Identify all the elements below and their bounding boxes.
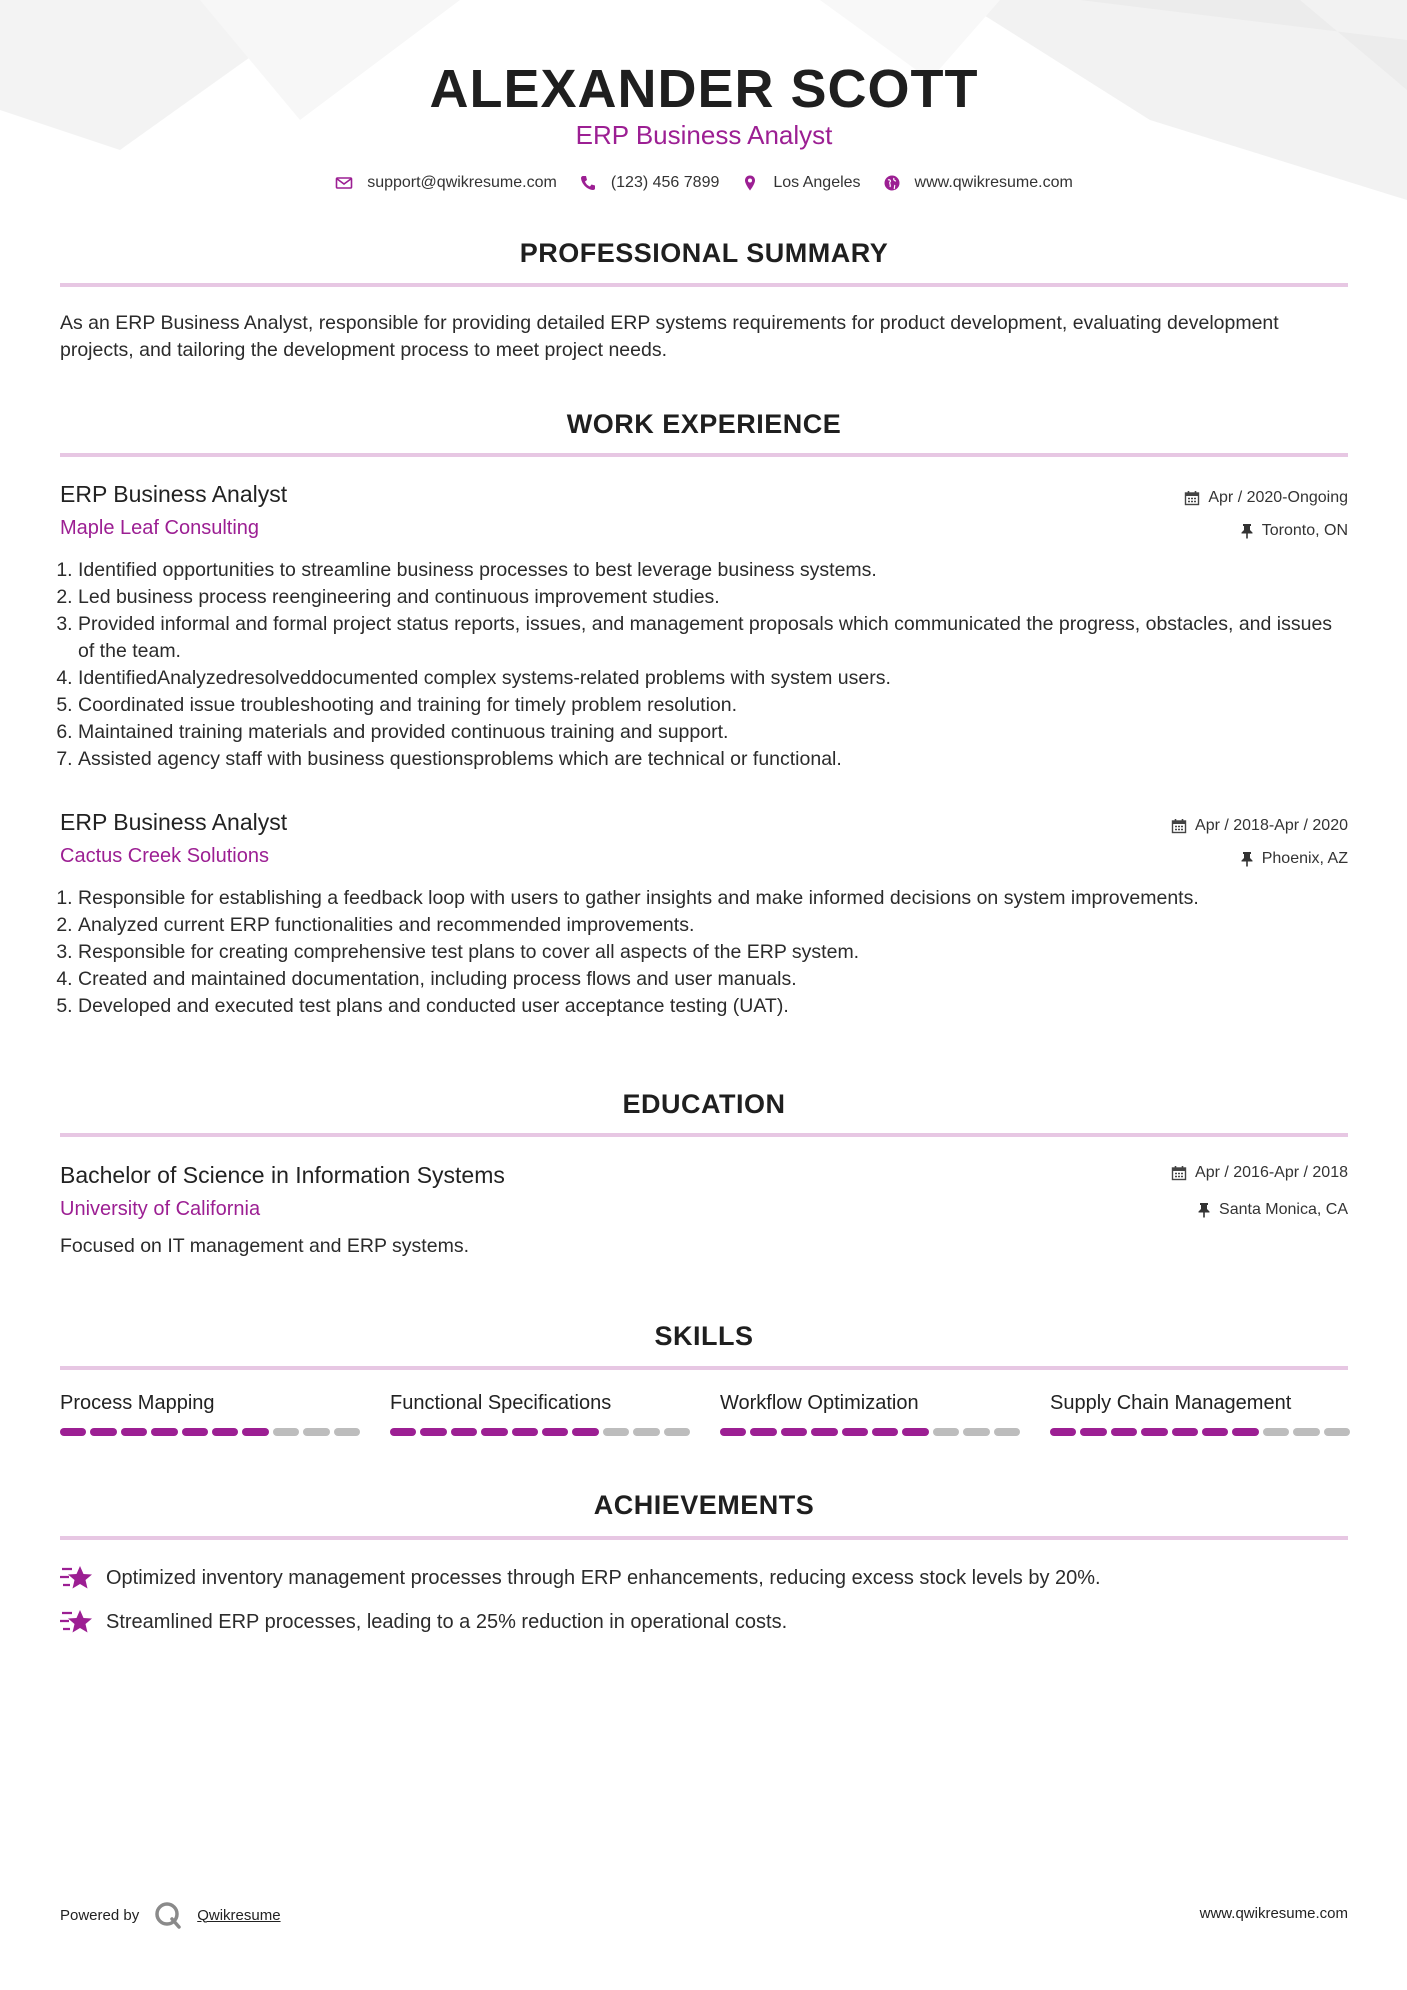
skill-dot-filled [481, 1428, 507, 1436]
skill-dot-empty [1324, 1428, 1350, 1436]
education-entry [60, 1162, 1348, 1258]
pushpin-icon [1240, 851, 1254, 867]
contact-bar [60, 174, 1348, 192]
job-duties-list [60, 557, 1348, 773]
skill-dot-empty [273, 1428, 299, 1436]
map-pin-icon [741, 174, 759, 192]
job-location-text: Toronto, ON [1261, 522, 1348, 539]
skill-dot-filled [60, 1428, 86, 1436]
skill-dot-filled [1080, 1428, 1106, 1436]
education-location [1197, 1201, 1348, 1219]
skill-dot-filled [1141, 1428, 1167, 1436]
job-location [1240, 850, 1348, 868]
education-dates [1171, 1164, 1348, 1182]
candidate-name: ALEXANDER SCOTT [429, 59, 979, 119]
contact-website[interactable] [883, 174, 1073, 192]
skill-dot-empty [994, 1428, 1020, 1436]
summary-divider [60, 283, 1348, 287]
skill-dot-filled [182, 1428, 208, 1436]
achievement-item [60, 1607, 1348, 1637]
skill-item [390, 1392, 690, 1436]
achievement-text: Streamlined ERP processes, leading to a 25% reduction in operational costs. [106, 1610, 788, 1633]
job-dates-text: Apr / 2020-Ongoing [1208, 489, 1348, 506]
candidate-title: ERP Business Analyst [575, 120, 833, 150]
experience-heading: WORK EXPERIENCE [566, 409, 842, 439]
skill-dot-empty [1293, 1428, 1319, 1436]
star-icon [60, 1563, 94, 1593]
skill-dot-filled [1050, 1428, 1076, 1436]
job-location-text: Phoenix, AZ [1261, 850, 1348, 867]
skill-item [60, 1392, 360, 1436]
footer-brand-link[interactable]: Qwikresume [197, 1906, 281, 1924]
summary-heading: PROFESSIONAL SUMMARY [519, 238, 889, 268]
education-divider [60, 1133, 1348, 1137]
skill-dot-filled [720, 1428, 746, 1436]
list-item: 4. IdentifiedAnalyzedresolveddocumented complex systems-related problems with system users. [78, 665, 1348, 692]
contact-phone-text: (123) 456 7899 [610, 174, 720, 191]
calendar-icon [1184, 490, 1200, 506]
star-icon [60, 1607, 94, 1637]
skill-name: Supply Chain Management [1050, 1392, 1292, 1414]
skill-name: Workflow Optimization [720, 1392, 919, 1414]
skill-dot-filled [572, 1428, 598, 1436]
contact-location [741, 174, 860, 192]
envelope-icon [335, 174, 353, 192]
contact-website-text: www.qwikresume.com [914, 174, 1073, 191]
skill-rating [60, 1428, 360, 1436]
job-company: Maple Leaf Consulting [60, 517, 260, 539]
powered-by-label: Powered by [60, 1906, 140, 1924]
job-company: Cactus Creek Solutions [60, 845, 269, 867]
skill-dot-filled [842, 1428, 868, 1436]
skill-rating [390, 1428, 690, 1436]
job-dates [1184, 489, 1348, 507]
job-duties-list [60, 885, 1348, 1020]
skill-dot-filled [750, 1428, 776, 1436]
skill-dot-filled [902, 1428, 928, 1436]
skill-dot-filled [90, 1428, 116, 1436]
experience-divider [60, 453, 1348, 457]
skills-heading: SKILLS [654, 1321, 754, 1351]
footer-website[interactable]: www.qwikresume.com [1199, 1905, 1348, 1922]
skill-rating [720, 1428, 1020, 1436]
list-item: 3. Provided informal and formal project status reports, issues, and management proposals which communicated the progress, obstacles, and issues of the team. [78, 611, 1348, 665]
footer-powered-by [60, 1900, 281, 1930]
skill-dot-filled [781, 1428, 807, 1436]
job-entry [60, 809, 1348, 1020]
list-item: 2. Analyzed current ERP functionalities and recommended improvements. [78, 912, 1348, 939]
skill-dot-filled [151, 1428, 177, 1436]
skill-dot-filled [121, 1428, 147, 1436]
pushpin-icon [1240, 523, 1254, 539]
skill-dot-empty [303, 1428, 329, 1436]
skill-dot-empty [334, 1428, 360, 1436]
pushpin-icon [1197, 1202, 1211, 1218]
summary-text: As an ERP Business Analyst, responsible for providing detailed ERP systems requirements for product development, evaluating development projects, and tailoring the development process to meet project needs. [60, 312, 1279, 361]
job-role: ERP Business Analyst [60, 809, 288, 835]
list-item: 6. Maintained training materials and provided continuous training and support. [78, 719, 1348, 746]
skills-divider [60, 1366, 1348, 1370]
skill-rating [1050, 1428, 1350, 1436]
achievements-divider [60, 1536, 1348, 1540]
education-school: University of California [60, 1198, 261, 1220]
achievement-item [60, 1563, 1348, 1593]
skill-dot-filled [512, 1428, 538, 1436]
skill-dot-filled [1232, 1428, 1258, 1436]
skill-dot-empty [603, 1428, 629, 1436]
skill-item [720, 1392, 1020, 1436]
education-heading: EDUCATION [622, 1089, 786, 1119]
skill-dot-empty [664, 1428, 690, 1436]
list-item: 2. Led business process reengineering and continuous improvement studies. [78, 584, 1348, 611]
skill-name: Process Mapping [60, 1392, 215, 1414]
globe-icon [883, 174, 901, 192]
education-degree: Bachelor of Science in Information Systems [60, 1162, 505, 1188]
skill-dot-filled [1111, 1428, 1137, 1436]
skills-grid [60, 1392, 1348, 1436]
skill-dot-filled [542, 1428, 568, 1436]
job-entry [60, 481, 1348, 773]
education-dates-text: Apr / 2016-Apr / 2018 [1195, 1164, 1348, 1181]
list-item: 3. Responsible for creating comprehensive test plans to cover all aspects of the ERP system. [78, 939, 1348, 966]
skill-dot-filled [1202, 1428, 1228, 1436]
contact-email-text: support@qwikresume.com [367, 174, 557, 191]
skill-dot-empty [1263, 1428, 1289, 1436]
list-item: 7. Assisted agency staff with business questionsproblems which are technical or functional. [78, 746, 1348, 773]
skill-dot-filled [390, 1428, 416, 1436]
list-item: 1. Identified opportunities to streamline business processes to best leverage business systems. [78, 557, 1348, 584]
contact-email[interactable] [335, 174, 557, 192]
skill-dot-filled [811, 1428, 837, 1436]
job-dates [1171, 817, 1348, 835]
job-location [1240, 522, 1348, 540]
skill-dot-filled [212, 1428, 238, 1436]
job-dates-text: Apr / 2018-Apr / 2020 [1195, 817, 1348, 834]
education-location-text: Santa Monica, CA [1219, 1201, 1348, 1218]
skill-dot-filled [420, 1428, 446, 1436]
skill-dot-empty [633, 1428, 659, 1436]
contact-phone[interactable] [579, 174, 720, 192]
list-item: 1. Responsible for establishing a feedback loop with users to gather insights and make informed decisions on system improvements. [78, 885, 1348, 912]
phone-icon [579, 174, 597, 192]
calendar-icon [1171, 1165, 1187, 1181]
skill-dot-empty [933, 1428, 959, 1436]
skill-dot-filled [242, 1428, 268, 1436]
list-item: 5. Coordinated issue troubleshooting and training for timely problem resolution. [78, 692, 1348, 719]
achievements-heading: ACHIEVEMENTS [593, 1490, 815, 1520]
contact-location-text: Los Angeles [773, 174, 861, 191]
qwikresume-logo-icon [153, 1900, 183, 1930]
skill-dot-filled [872, 1428, 898, 1436]
list-item: 5. Developed and executed test plans and conducted user acceptance testing (UAT). [78, 993, 1348, 1020]
skill-item [1050, 1392, 1350, 1436]
job-role: ERP Business Analyst [60, 481, 288, 507]
skill-name: Functional Specifications [390, 1392, 612, 1414]
skill-dot-empty [963, 1428, 989, 1436]
list-item: 4. Created and maintained documentation, including process flows and user manuals. [78, 966, 1348, 993]
calendar-icon [1171, 818, 1187, 834]
education-description: Focused on IT management and ERP systems. [60, 1235, 469, 1257]
achievement-text: Optimized inventory management processes through ERP enhancements, reducing excess stock levels by 20%. [106, 1566, 1101, 1589]
skill-dot-filled [451, 1428, 477, 1436]
skill-dot-filled [1172, 1428, 1198, 1436]
